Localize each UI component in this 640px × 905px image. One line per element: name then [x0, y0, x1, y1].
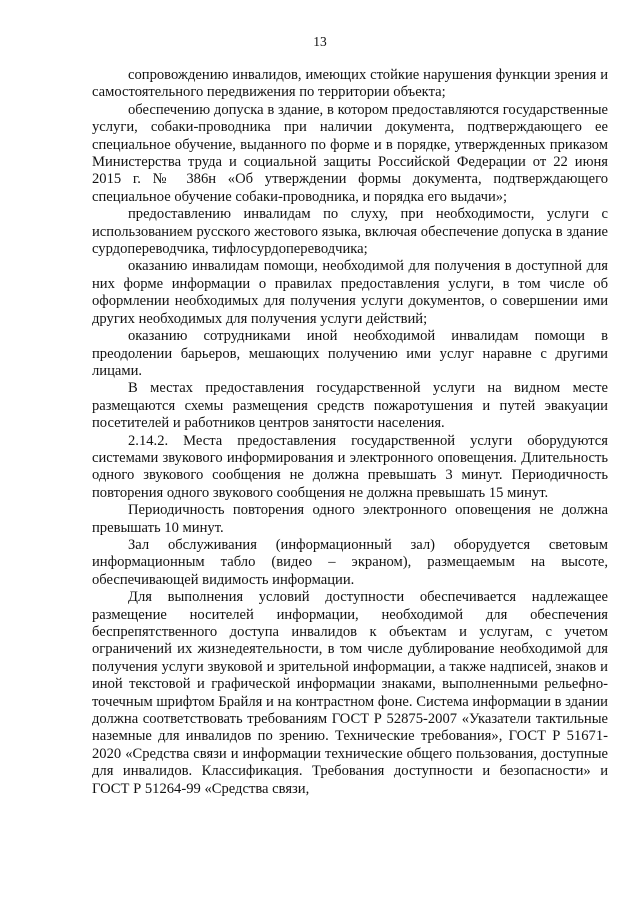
paragraph-information-board: Зал обслуживания (информационный зал) оборудуется световым информационным табло (видео – экраном), размещаемым на высоте, обеспечивающей видимость информации. — [92, 536, 608, 588]
paragraph-sign-language: предоставлению инвалидам по слуху, при необходимости, услуги с использованием русского жестового языка, включая обеспечение допуска в здание сурдопереводчика, тифлосурдопереводчика; — [92, 206, 608, 258]
paragraph-escort-disabled: сопровождению инвалидов, имеющих стойкие нарушения функции зрения и самостоятельного передвижения по территории объекта; — [92, 67, 608, 101]
paragraph-electronic-alert-frequency: Периодичность повторения одного электронного оповещения не должна превышать 10 минут. — [92, 502, 608, 536]
page-number: 13 — [313, 34, 327, 49]
paragraph-information-assistance: оказанию инвалидам помощи, необходимой для получения в доступной для них форме информации о правилах предоставления услуги, в том числе об оформлении необходимых для получения услуги документов, о совершении ими других необходимых для получения услуги действий; — [92, 258, 608, 327]
paragraph-section-2-14-2: 2.14.2. Места предоставления государственной услуги оборудуются системами звукового информирования и электронного оповещения. Длительность одного звукового сообщения не должна превышать 3 минут. Периодичность повторения одного звукового сообщения не должна превышать 15 минут. — [92, 432, 608, 501]
paragraph-guide-dog-admission: обеспечению допуска в здание, в котором предоставляются государственные услуги, собаки-проводника при наличии документа, подтверждающего ее специальное обучение, выданного по форме и в порядке, утвержденных приказом Министерства труда и социальной защиты Российской Федерации от 22 июня 2015 г. № 386н «Об утверждении формы документа, подтверждающего специальное обучение собаки-проводника, и порядка его выдачи»; — [92, 101, 608, 205]
paragraph-accessibility-conditions: Для выполнения условий доступности обеспечивается надлежащее размещение носителей информации, необходимой для обеспечения беспрепятственного доступа инвалидов к объектам и услугам, с учетом ограничений их жизнедеятельности, в том числе дублирование необходимой для получения услуги звуковой и зрительной информации, а также надписей, знаков и иной текстовой и графической информации знаками, выполненными рельефно-точечным шрифтом Брайля и на контрастном фоне. Система информации в здании должна соответствовать требованиям ГОСТ Р 52875-2007 «Указатели тактильные наземные для инвалидов по зрению. Технические требования», ГОСТ Р 51671-2020 «Средства связи и информации технические общего пользования, доступные для инвалидов. Классификация. Требования доступности и безопасности» и ГОСТ Р 51264-99 «Средства связи, — [92, 589, 608, 797]
document-body — [92, 67, 608, 798]
paragraph-staff-assistance: оказанию сотрудниками иной необходимой инвалидам помощи в преодолении барьеров, мешающих получению ими услуг наравне с другими лицами. — [92, 328, 608, 379]
paragraph-evacuation-schemes: В местах предоставления государственной услуги на видном месте размещаются схемы размещения средств пожаротушения и путей эвакуации посетителей и работников центров занятости населения. — [92, 380, 608, 432]
